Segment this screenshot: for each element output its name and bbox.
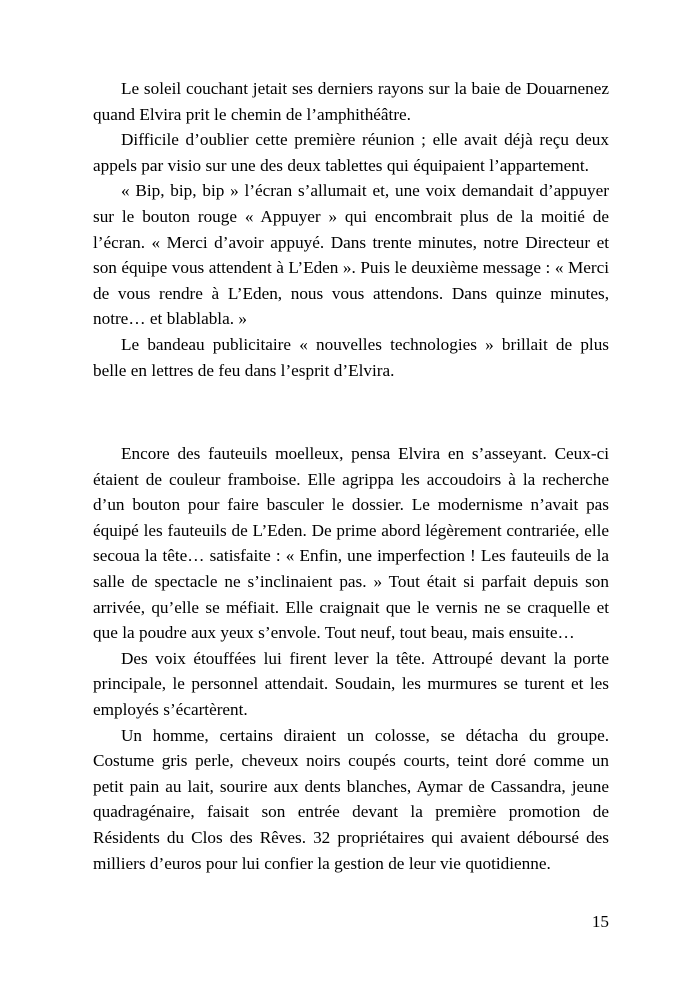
text-block-lower: [93, 441, 609, 876]
page-number: 15: [591, 912, 609, 931]
text-block-upper: [93, 76, 609, 383]
paragraph: Difficile d’oublier cette première réunion ; elle avait déjà reçu deux appels par visio sur une des deux tablettes qui équipaient l’appartement.: [93, 130, 609, 175]
paragraph: Le bandeau publicitaire « nouvelles technologies » brillait de plus belle en lettres de feu dans l’esprit d’Elvira.: [93, 334, 609, 380]
paragraph: Encore des fauteuils moelleux, pensa Elvira en s’asseyant. Ceux-ci étaient de couleur framboise. Elle agrippa les accoudoirs à la recherche d’un bouton pour faire basculer le dossier. Le modernisme n’avait pas équipé les fauteuils de L’Eden. De prime abord légèrement contrariée, elle secoua la tête… satisfaite : « Enfin, une imperfection ! Les fauteuils de la salle de spectacle ne s’inclinaient pas. » Tout était si parfait depuis son arrivée, qu’elle se méfiait. Elle craignait que le vernis ne se craquelle et que la poudre aux yeux s’envole. Tout neuf, tout beau, mais ensuite…: [93, 444, 609, 643]
paragraph: « Bip, bip, bip » l’écran s’allumait et, une voix demandait d’appuyer sur le bouton rouge « Appuyer » qui encombrait plus de la moitié de l’écran. « Merci d’avoir appuyé. Dans trente minutes, notre Directeur et son équipe vous attendent à L’Eden ». Puis le deuxième message : « Merci de vous rendre à L’Eden, nous vous attendons. Dans quinze minutes, notre… et blablabla. »: [93, 181, 609, 329]
paragraph: Un homme, certains diraient un colosse, se détacha du groupe. Costume gris perle, cheveux noirs coupés courts, teint doré comme un petit pain au lait, sourire aux dents blanches, Aymar de Cassandra, jeune quadragénaire, faisait son entrée devant la première promotion de Résidents du Clos des Rêves. 32 propriétaires qui avaient déboursé des milliers d’euros pour lui confier la gestion de leur vie quotidienne.: [93, 725, 609, 873]
paragraph: Des voix étouffées lui firent lever la tête. Attroupé devant la porte principale, le personnel attendait. Soudain, les murmures se turent et les employés s’écartèrent.: [93, 648, 609, 719]
paragraph: Le soleil couchant jetait ses derniers rayons sur la baie de Douarnenez quand Elvira prit le chemin de l’amphithéâtre.: [93, 79, 609, 124]
